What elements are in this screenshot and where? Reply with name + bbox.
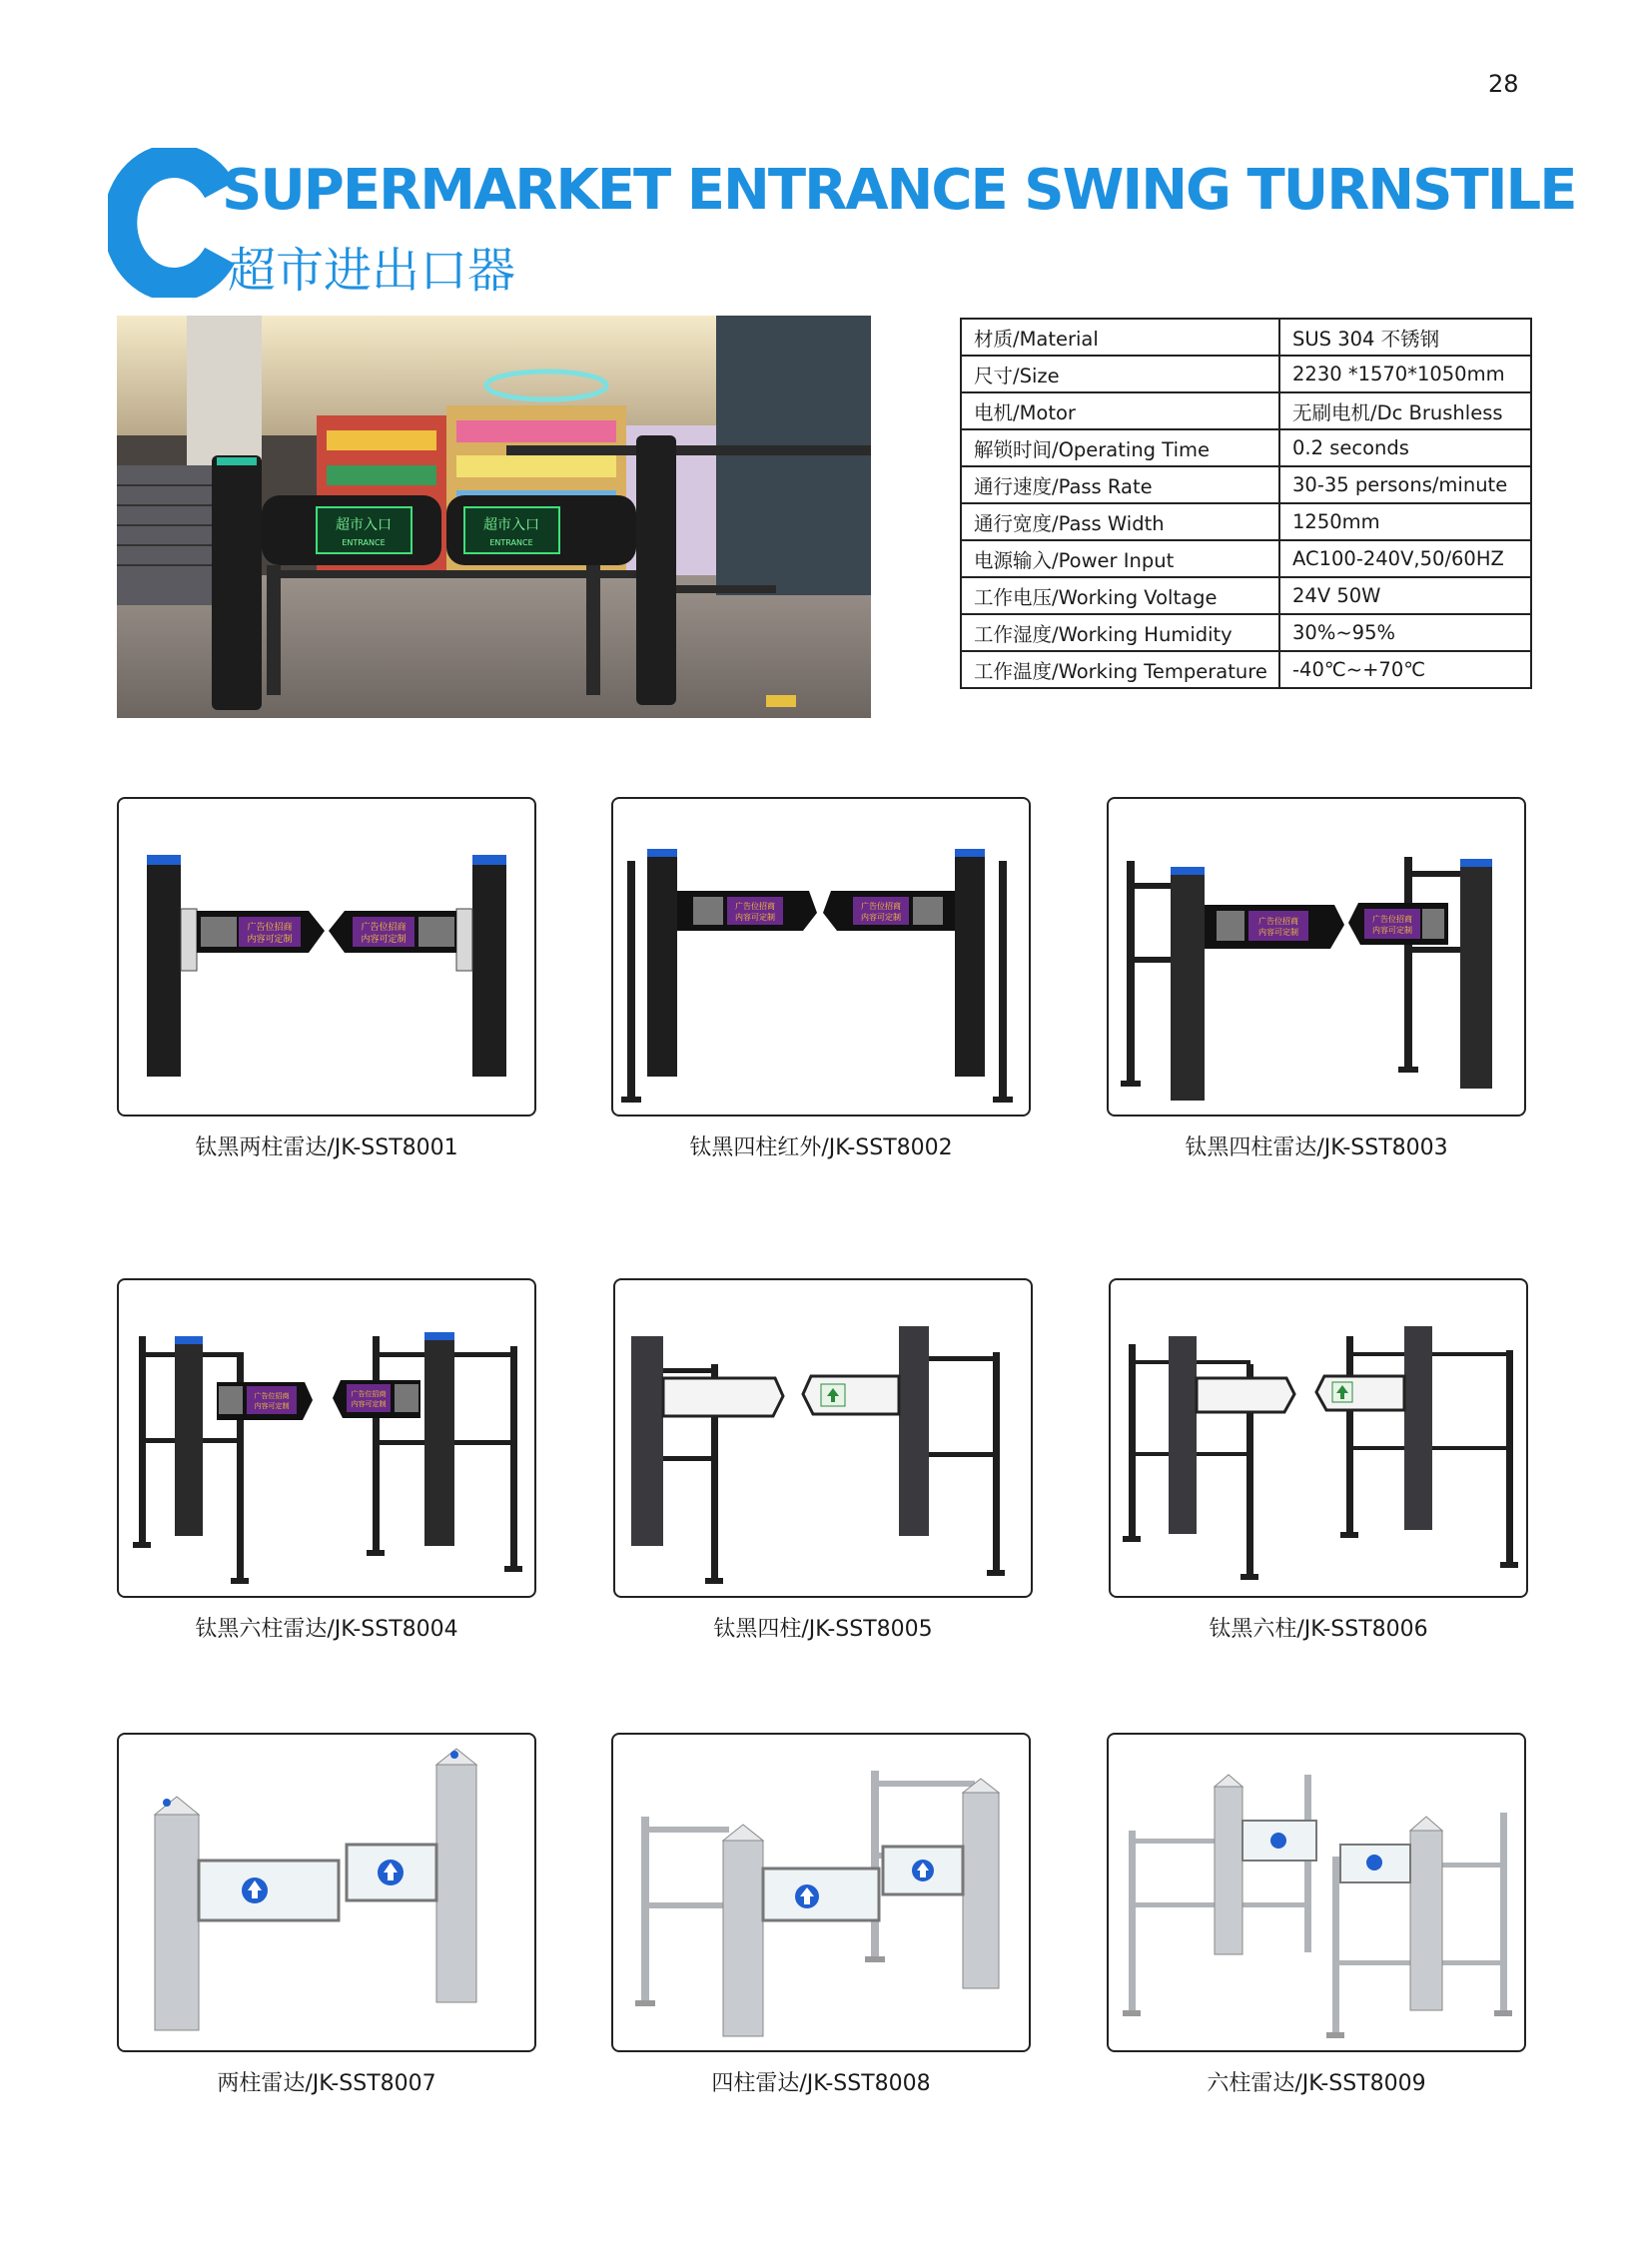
turnstile-6-post-radar-black [119,1280,534,1596]
ad-text-4: 内容可定制 [1372,926,1412,935]
ad-text-1: 广告位招商 [254,1392,290,1400]
spec-label: 解锁时间/Operating Time [961,429,1279,466]
spec-value: 30%~95% [1279,614,1531,651]
ad-text-1: 广告位招商 [1258,917,1298,926]
product-image [117,1278,536,1598]
ad-text-4: 内容可定制 [361,935,407,945]
page-number: 28 [1488,70,1519,98]
spec-value: SUS 304 不锈钢 [1279,319,1531,356]
turnstile-4-post-black [615,1280,1031,1596]
spec-value: 0.2 seconds [1279,429,1531,466]
product-caption: 两柱雷达/JK-SST8007 [217,2071,436,2096]
product-caption: 钛黑六柱/JK-SST8006 [1209,1617,1428,1642]
hero-sign-right-en: ENTRANCE [489,538,533,547]
turnstile-2-post-radar-stainless [119,1735,534,2050]
spec-row [961,540,1531,577]
turnstile-2-post-radar-black [119,799,534,1115]
product-caption: 四柱雷达/JK-SST8008 [711,2071,931,2096]
product-card-8002 [611,797,1031,1161]
spec-row [961,466,1531,503]
product-card-8004 [117,1278,536,1643]
product-card-8007 [117,1733,536,2097]
ad-text-1: 广告位招商 [247,923,293,933]
product-card-8003 [1107,797,1526,1161]
ad-text-3: 广告位招商 [861,902,901,911]
page-title: SUPERMARKET ENTRANCE SWING TURNSTILE [222,158,1576,223]
spec-row [961,429,1531,466]
spec-value: AC100-240V,50/60HZ [1279,540,1531,577]
product-caption: 钛黑四柱雷达/JK-SST8003 [1185,1135,1448,1160]
product-image [613,1278,1033,1598]
hero-sign-left: 超市入口 [336,517,392,533]
product-image [117,797,536,1117]
spec-value: 2230 *1570*1050mm [1279,356,1531,392]
spec-row [961,392,1531,429]
spec-row [961,356,1531,392]
spec-table [960,318,1532,689]
turnstile-6-post-stainless [1109,1735,1524,2050]
turnstile-4-post-infrared-black [613,799,1029,1115]
product-card-8001 [117,797,536,1161]
spec-value: 24V 50W [1279,577,1531,614]
ad-text-2: 内容可定制 [247,935,293,945]
spec-row [961,577,1531,614]
ad-text-1: 广告位招商 [735,902,775,911]
product-image [1107,797,1526,1117]
product-caption: 钛黑两柱雷达/JK-SST8001 [195,1135,458,1160]
spec-row [961,503,1531,540]
product-card-8008 [611,1733,1031,2097]
product-image [117,1733,536,2052]
product-card-8009 [1107,1733,1526,2097]
hero-sign-left-en: ENTRANCE [342,538,386,547]
arrow-up-icon [1270,1833,1286,1849]
product-image [1107,1733,1526,2052]
spec-label: 通行宽度/Pass Width [961,503,1279,540]
turnstile-4-post-radar-black [1109,799,1524,1115]
product-card-8006 [1109,1278,1528,1643]
ad-text-4: 内容可定制 [351,1400,387,1408]
ad-text-3: 广告位招商 [1372,915,1412,924]
hero-photo [117,316,871,718]
spec-row [961,614,1531,651]
turnstile-6-post-black [1111,1280,1526,1596]
product-image [611,797,1031,1117]
spec-value: -40℃~+70℃ [1279,651,1531,688]
spec-label: 通行速度/Pass Rate [961,466,1279,503]
spec-value: 30-35 persons/minute [1279,466,1531,503]
spec-label: 尺寸/Size [961,356,1279,392]
ad-text-3: 广告位招商 [361,923,407,933]
spec-label: 电机/Motor [961,392,1279,429]
product-card-8005 [613,1278,1033,1643]
spec-row [961,651,1531,688]
product-caption: 六柱雷达/JK-SST8009 [1207,2071,1426,2096]
spec-label: 工作湿度/Working Humidity [961,614,1279,651]
ad-text-2: 内容可定制 [1258,928,1298,937]
spec-label: 电源输入/Power Input [961,540,1279,577]
spec-value: 无刷电机/Dc Brushless [1279,392,1531,429]
product-image [611,1733,1031,2052]
ad-text-2: 内容可定制 [254,1402,290,1410]
brand-letter-c [108,148,238,298]
product-caption: 钛黑四柱红外/JK-SST8002 [689,1135,953,1160]
spec-label: 工作温度/Working Temperature [961,651,1279,688]
hero-scene [117,316,871,718]
ad-text-3: 广告位招商 [351,1390,387,1398]
turnstile-4-post-radar-stainless [613,1735,1029,2050]
ad-text-4: 内容可定制 [861,913,901,922]
spec-label: 材质/Material [961,319,1279,356]
spec-row [961,319,1531,356]
product-caption: 钛黑四柱/JK-SST8005 [713,1617,933,1642]
product-caption: 钛黑六柱雷达/JK-SST8004 [195,1617,458,1642]
arrow-up-icon [1366,1855,1382,1870]
spec-value: 1250mm [1279,503,1531,540]
ad-text-2: 内容可定制 [735,913,775,922]
page-subtitle: 超市进出口器 [228,243,516,299]
product-image [1109,1278,1528,1598]
hero-sign-right: 超市入口 [483,517,539,533]
spec-label: 工作电压/Working Voltage [961,577,1279,614]
